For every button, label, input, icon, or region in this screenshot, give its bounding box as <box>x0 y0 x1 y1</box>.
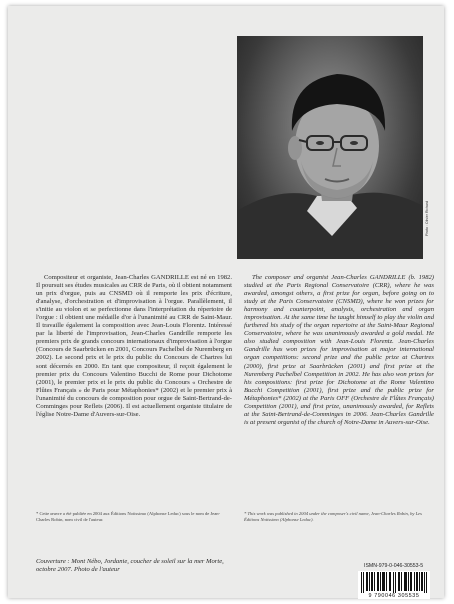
biography-french <box>36 274 232 419</box>
composer-photo <box>237 36 423 259</box>
back-cover <box>8 6 444 598</box>
footnote-french: * Cette œuvre a été publiée en 2004 aux Éditions Notissimo (Alphonse Leduc) sous le nom de Jean-Charles Robin, nom civil de l'auteur. <box>36 511 221 522</box>
portrait-illustration <box>237 36 423 259</box>
photo-credit: Photo : Olivier Richard <box>425 201 429 237</box>
barcode <box>358 571 430 599</box>
biography-english-text: The composer and organist Jean-Charles GANDRILLE (b. 1982) studied at the Paris Regional Conservatoire (CRR), where he was awarded, amongst others, a first prize for organ, before going on to study at the Paris Conservatoire (CNSMD), where he won prizes for harmony and counterpoint, analysis, orchestration and organ improvisation. At the same time he taught himself to play the violin and furthered his study of the organ repertoire at the Saint-Maur Regional Conservatoire, where he was unanimously awarded a gold medal. He also studied composition with Jean-Louis Florentz. Jean-Charles Gandrille has won prizes for improvisation at major international organ competitions: second prize and the public prize at Chartres (2000), first prize at Saarbrücken (2001) and first prize at the Nuremberg Pachelbel Competition in 2002. He has also won prizes for his compositions: first prize for Dichotome at the Rome Valentino Bucchi Competition (2001), first prize and the public prize for Métaphonies* (2002) at the Paris OFF (Orchestre de Flûtes Français) Competition (2001), and first prize, unanimously awarded, for Reflets at the Saint-Bertrand-de-Comminges in 2006. Jean-Charles Gandrille is at present organist of the church of Notre-Dame in Auvers-sur-Oise. <box>244 274 434 426</box>
biography-english <box>244 274 434 427</box>
barcode-digits: 9 790046 305535 <box>358 593 430 599</box>
barcode-bars <box>358 572 430 594</box>
cover-credit: Couverture : Mont Nébo, Jordanie, coucher de soleil sur la mer Morte, octobre 2007. Photo de l'auteur <box>36 558 224 573</box>
ismn-number: ISMN-979-0-046-30553-5 <box>364 563 424 569</box>
biography-french-text: Compositeur et organiste, Jean-Charles GANDRILLE est né en 1982. Il poursuit ses études musicales au CRR de Paris, où il obtient notamment un prix d'orgue, puis au CNSMD où il remporte les prix d'écriture, d'analyse, d'orchestration et d'improvisation à l'orgue. Parallèlement, il s'initie au violon et se perfectionne dans l'interprétation du répertoire de l'orgue : il obtient une médaille d'or à l'unanimité au CRR de Saint-Maur. Il travaille également la composition avec Jean-Louis Florentz. Intéressé par la liberté de l'improvisation, Jean-Charles Gandrille remporte les premiers prix de grands concours internationaux d'improvisation à l'orgue (Concours de Saarbrücken en 2001, Concours Pachelbel de Nuremberg en 2002). Le second prix et le prix du public du Concours de Chartres lui sont décernés en 2000. En tant que compositeur, il reçoit également le premier prix du Concours Valentino Bucchi de Rome pour Dichotome (2001), le premier prix et le prix du public du Concours « Orchestre de Flûtes Français » de Paris pour Métaphonies* (2002) et le premier prix à l'unanimité du concours de composition pour orgue de Saint-Bertrand-de-Comminges pour Reflets (2006). Il est actuellement organiste titulaire de l'église Notre-Dame d'Auvers-sur-Oise. <box>36 274 232 418</box>
footnote-english: * This work was published in 2004 under the composer's civil name, Jean-Charles Robin, by Les Éditions Notissimo (Alphonse Leduc). <box>244 511 422 522</box>
